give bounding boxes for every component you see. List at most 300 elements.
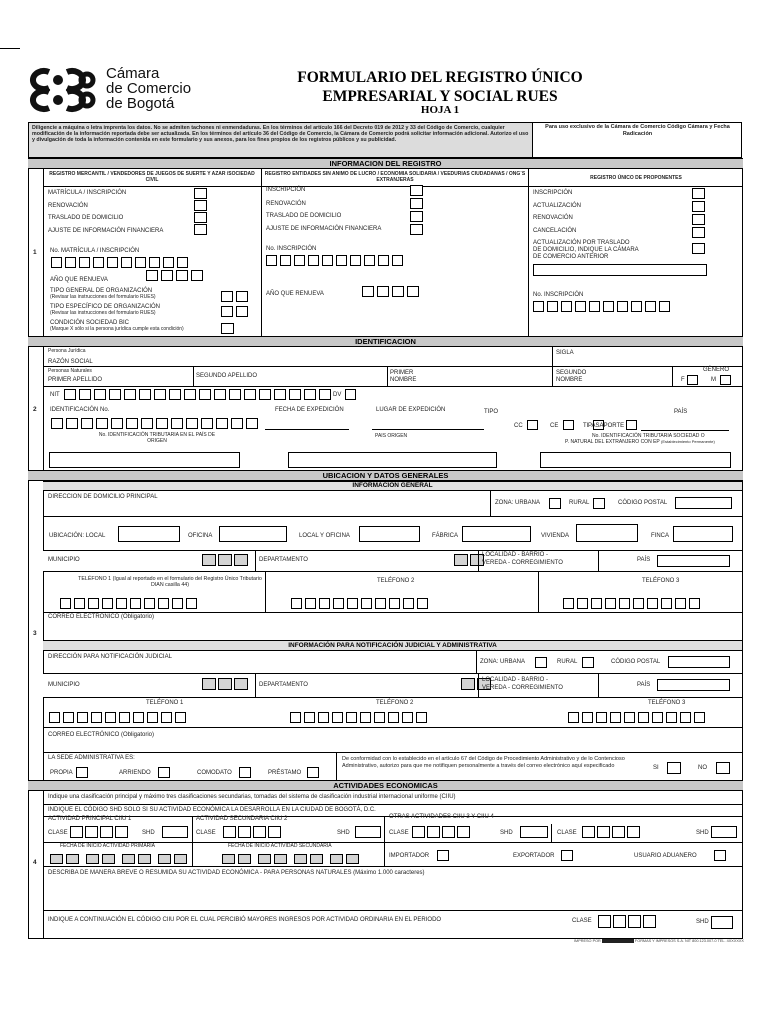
digit-box[interactable] [427,826,440,838]
no-trib-origen-field[interactable] [49,452,240,468]
digit-box[interactable] [589,301,600,312]
digit-box[interactable] [149,257,160,268]
telefono3-label: TELÉFONO 3 [642,578,680,584]
digit-box[interactable] [322,255,333,266]
digit-box[interactable] [244,389,256,400]
no-trib-sociedad-label-3: (Establecimiento Permanente) [661,439,715,444]
describa-actividad-field[interactable] [44,878,741,910]
zona-urbana-checkbox[interactable] [549,498,561,509]
digit-box[interactable] [350,255,361,266]
digit-box[interactable] [442,826,455,838]
pais-expedicion-line[interactable] [641,430,729,431]
principal-shd-box[interactable] [162,826,188,838]
digit-box[interactable] [333,598,344,609]
digit-box[interactable] [689,598,700,609]
digit-box[interactable] [65,257,76,268]
digit-box[interactable] [362,286,374,297]
digit-box[interactable] [139,389,151,400]
digit-box[interactable] [218,678,232,690]
digit-box[interactable] [221,291,233,302]
digit-box[interactable] [234,678,248,690]
digit-box[interactable] [346,854,359,864]
registro-col-divider-2 [528,169,529,337]
digit-box[interactable] [172,598,183,609]
digit-box[interactable] [582,712,593,723]
codigo-postal-label: CÓDIGO POSTAL [618,500,668,506]
digit-box[interactable] [238,854,251,864]
digit-box[interactable] [304,712,315,723]
codigo-postal-field[interactable] [675,497,732,509]
shd-instruccion: INDIQUE EL CÓDIGO SHD SOLO SI SU ACTIVIDAD ECONÓMICA LA DESARROLLA EN LA CIUDAD DE BOGOTÁ, D.C. [48,807,376,813]
digit-box[interactable] [63,712,74,723]
digit-box[interactable] [107,257,118,268]
notif-zona-urbana-checkbox[interactable] [535,657,547,668]
digit-box[interactable] [64,389,76,400]
digit-box[interactable] [628,915,641,928]
sigla-divider [552,347,553,366]
digit-box[interactable] [146,270,158,281]
digit-box[interactable] [161,270,173,281]
rup-camara-anterior-field[interactable] [533,264,707,276]
digit-box[interactable] [202,554,216,566]
digit-box[interactable] [633,598,644,609]
rup-renovacion-checkbox[interactable] [692,214,705,225]
rup-traslado-checkbox[interactable] [692,243,705,254]
matricula-checkbox[interactable] [194,188,207,199]
registro-mercantil-heading: REGISTRO MERCANTIL / VENDEDORES DE JUEGOS DE SUERTE Y AZAR /SOCIEDAD CIVIL [49,171,255,183]
sede-arriendo-label: ARRIENDO [119,770,151,776]
digit-box[interactable] [96,418,108,429]
vivienda-label: VIVIENDA [541,533,570,539]
digit-box[interactable] [177,257,188,268]
usuario-aduanero-label: USUARIO ADUANERO [634,853,697,859]
digit-box[interactable] [402,712,413,723]
digit-box[interactable] [229,389,241,400]
principal-clase-label: CLASE [48,830,68,836]
genero-f-label: F [681,377,685,383]
digit-box[interactable] [268,826,281,838]
digit-box[interactable] [85,826,98,838]
digit-box[interactable] [346,712,357,723]
actividades-rule-5 [43,910,742,911]
digit-box[interactable] [675,598,686,609]
digit-box[interactable] [417,598,428,609]
digit-box[interactable] [135,257,146,268]
fecha-expedicion-line[interactable] [265,429,349,430]
digit-box[interactable] [274,854,287,864]
digit-box[interactable] [191,270,203,281]
pasaporte-checkbox[interactable] [626,420,637,430]
cc-checkbox[interactable] [527,420,538,430]
localidad-divider [598,550,599,572]
digit-box[interactable] [305,598,316,609]
digit-box[interactable] [184,389,196,400]
ajuste-checkbox[interactable] [194,224,207,235]
sede-comodato-checkbox[interactable] [239,767,251,778]
rup-inscripcion-checkbox[interactable] [692,188,705,199]
notif-codigo-postal-label: CÓDIGO POSTAL [611,659,661,665]
form-right-border [742,158,743,938]
mayores-ingresos-shd-label: SHD [696,919,709,925]
digit-box[interactable] [102,854,115,864]
ce-checkbox[interactable] [563,420,574,430]
actividades-rule-1 [43,804,742,805]
digit-box[interactable] [154,389,166,400]
pais-field[interactable] [657,555,730,567]
digit-box[interactable] [290,712,301,723]
digit-box[interactable] [575,301,586,312]
autorizacion-si-label: SI [653,765,659,771]
digit-box[interactable] [304,389,316,400]
digit-box[interactable] [378,255,389,266]
digit-box[interactable] [81,418,93,429]
digit-box[interactable] [403,598,414,609]
digit-box[interactable] [377,286,389,297]
tipo-general-label: TIPO GENERAL DE ORGANIZACIÓN [50,288,153,294]
departamento-label: DEPARTAMENTO [259,557,308,563]
digit-box[interactable] [645,301,656,312]
no-trib-sociedad-label: No. IDENTIFICACIÓN TRIBUTARIA SOCIEDAD O [592,433,705,439]
digit-box[interactable] [66,418,78,429]
digit-box[interactable] [598,915,611,928]
digit-box[interactable] [253,826,266,838]
digit-box[interactable] [169,389,181,400]
digit-box[interactable] [617,301,628,312]
digit-box[interactable] [122,854,135,864]
digit-box[interactable] [214,389,226,400]
zona-rural-checkbox[interactable] [593,498,605,509]
municipio-divider [255,550,256,572]
autorizacion-si-checkbox[interactable] [667,762,681,774]
digit-box[interactable] [49,712,60,723]
digit-box[interactable] [231,418,243,429]
section-number-4: 4 [33,859,37,866]
digit-box[interactable] [392,255,403,266]
notice-divider [532,122,533,158]
notif-pais-field[interactable] [657,679,730,691]
digit-box[interactable] [144,598,155,609]
digit-box[interactable] [109,389,121,400]
digit-box[interactable] [51,257,62,268]
ciiu4-shd-label: SHD [696,830,709,836]
digit-box[interactable] [116,598,127,609]
digit-box[interactable] [66,854,79,864]
digit-box[interactable] [407,286,419,297]
digit-box[interactable] [147,712,158,723]
digit-box[interactable] [79,389,91,400]
digit-box[interactable] [130,598,141,609]
sede-divider [336,752,337,780]
fabrica-field[interactable] [462,526,531,542]
digit-box[interactable] [318,712,329,723]
digit-box[interactable] [643,915,656,928]
digit-box[interactable] [100,826,113,838]
notif-zona-rural-label: RURAL [557,659,578,665]
digit-box[interactable] [694,712,705,723]
digit-box[interactable] [605,598,616,609]
identificacion-section-bar: IDENTIFICACION [28,336,743,347]
digit-box[interactable] [294,854,307,864]
digit-box[interactable] [70,826,83,838]
digit-box[interactable] [105,712,116,723]
logo-wordmark [106,66,191,111]
digit-box[interactable] [175,712,186,723]
digit-box[interactable] [238,826,251,838]
digit-box[interactable] [416,712,427,723]
digit-box[interactable] [388,712,399,723]
digit-box[interactable] [627,826,640,838]
localidad-label-2: VEREDA - CORREGIMIENTO [482,560,563,566]
digit-box[interactable] [222,854,235,864]
identificacion-no-label: IDENTIFICACIÓN No. [50,407,110,413]
local-oficina-label: LOCAL Y OFICINA [299,533,350,539]
ajuste-label: AJUSTE DE INFORMACIÓN FINANCIERA [48,228,164,234]
digit-box[interactable] [310,854,323,864]
digit-box[interactable] [176,270,188,281]
digit-box[interactable] [221,306,233,317]
digit-box[interactable] [347,598,358,609]
autorizacion-no-checkbox[interactable] [716,762,730,774]
digit-box[interactable] [93,257,104,268]
sede-arriendo-checkbox[interactable] [158,767,170,778]
sede-propia-checkbox[interactable] [76,767,88,778]
digit-box[interactable] [74,598,85,609]
telefono-divider-2 [538,572,539,612]
digit-box[interactable] [561,301,572,312]
digit-box[interactable] [631,301,642,312]
digit-box[interactable] [568,712,579,723]
digit-box[interactable] [454,554,468,566]
digit-box[interactable] [246,418,258,429]
digit-box[interactable] [156,418,168,429]
exportador-checkbox[interactable] [561,850,573,861]
no-trib-sociedad-field[interactable] [540,452,731,468]
esal-inscripcion-checkbox[interactable] [410,185,423,196]
ubicacion-local-field[interactable] [118,526,180,542]
digit-box[interactable] [652,712,663,723]
digit-box[interactable] [174,854,187,864]
zona-urbana-label: ZONA: URBANA [495,500,541,506]
esal-inscripcion-label: INSCRIPCIÓN [266,187,306,193]
digit-box[interactable] [289,389,301,400]
fecha-primaria-label: FECHA DE INICIO ACTIVIDAD PRIMARIA [60,843,156,849]
digit-box[interactable] [563,598,574,609]
digit-box[interactable] [294,255,305,266]
cc-label: CC [514,423,523,429]
segundo-apellido-label: SEGUNDO APELLIDO [196,373,258,379]
importador-checkbox[interactable] [437,850,449,861]
digit-box[interactable] [597,826,610,838]
digit-box[interactable] [613,915,626,928]
digit-box[interactable] [102,598,113,609]
digit-box[interactable] [199,389,211,400]
notif-pais-label: PAÍS [637,682,651,688]
digit-box[interactable] [308,255,319,266]
rup-actualizacion-checkbox[interactable] [692,201,705,212]
sede-prestamo-checkbox[interactable] [307,767,319,778]
correo-label: CORREO ELECTRÓNICO (Obligatorio) [48,614,155,620]
digit-box[interactable] [258,854,271,864]
notif-zona-rural-checkbox[interactable] [582,657,594,668]
footer-impreso-por: IMPRESO POR [574,939,601,943]
digit-box[interactable] [392,286,404,297]
digit-box[interactable] [596,712,607,723]
genero-m-checkbox[interactable] [720,375,731,385]
digit-box[interactable] [141,418,153,429]
digit-box[interactable] [91,712,102,723]
secundaria-clase-label: CLASE [196,830,216,836]
oficina-label: OFICINA [188,533,213,539]
rup-cancelacion-checkbox[interactable] [692,227,705,238]
digit-box[interactable] [330,854,343,864]
form-number-column-border [43,158,44,938]
digit-box[interactable] [638,712,649,723]
mayores-ingresos-shd-box[interactable] [711,916,733,929]
digit-box[interactable] [126,418,138,429]
digit-box[interactable] [86,854,99,864]
digit-box[interactable] [582,826,595,838]
digit-box[interactable] [666,712,677,723]
digit-box[interactable] [111,418,123,429]
digit-box[interactable] [274,389,286,400]
digit-box[interactable] [121,257,132,268]
digit-box[interactable] [361,598,372,609]
genero-f-checkbox[interactable] [687,375,698,385]
digit-box[interactable] [158,854,171,864]
digit-box[interactable] [158,598,169,609]
notif-municipio-divider [255,673,256,698]
digit-box[interactable] [60,598,71,609]
digit-box[interactable] [360,712,371,723]
oficina-field[interactable] [219,526,287,542]
digit-box[interactable] [619,598,630,609]
notif-codigo-postal-field[interactable] [668,656,730,668]
bic-checkbox[interactable] [221,323,234,334]
digit-box[interactable] [375,598,386,609]
digit-box[interactable] [223,826,236,838]
digit-box[interactable] [94,389,106,400]
digit-box[interactable] [547,301,558,312]
digit-box[interactable] [88,598,99,609]
renovacion-checkbox[interactable] [194,200,207,211]
dv-box[interactable] [345,389,356,400]
digit-box[interactable] [163,257,174,268]
digit-box[interactable] [186,418,198,429]
digit-box[interactable] [51,418,63,429]
finca-label: FINCA [651,533,669,539]
pais-label: PAÍS [637,557,651,563]
digit-box[interactable] [659,301,670,312]
digit-box[interactable] [201,418,213,429]
ciiu4-shd-box[interactable] [711,826,737,838]
actividades-instruccion: Indique una clasificación principal y máximo tres clasificaciones secundarias, tomadas del sistema de clasificación industrial internacional uniforme (CIIU) [48,794,456,800]
digit-box[interactable] [202,678,216,690]
digit-box[interactable] [50,854,63,864]
digit-box[interactable] [332,712,343,723]
local-oficina-field[interactable] [359,526,420,542]
notif-telefono-rule [43,727,742,728]
digit-box[interactable] [124,389,136,400]
digit-box[interactable] [236,306,248,317]
digit-box[interactable] [259,389,271,400]
hoja-label: HOJA 1 [420,104,460,116]
finca-field[interactable] [673,526,733,542]
dir-notificacion-label: DIRECCIÓN PARA NOTIFICACIÓN JUDICIAL [48,654,172,660]
lugar-expedicion-line[interactable] [372,429,484,430]
digit-box[interactable] [603,301,614,312]
logo-mark-icon [27,66,103,114]
title-line-1: FORMULARIO DEL REGISTRO ÚNICO [297,69,583,86]
secundaria-shd-box[interactable] [355,826,381,838]
digit-box[interactable] [461,678,475,690]
digit-box[interactable] [138,854,151,864]
digit-box[interactable] [610,712,621,723]
digit-box[interactable] [389,598,400,609]
digit-box[interactable] [319,389,331,400]
vivienda-field[interactable] [576,524,638,542]
digit-box[interactable] [661,598,672,609]
digit-box[interactable] [234,554,248,566]
personas-naturales-label: Personas Naturales [48,368,92,374]
digit-box[interactable] [457,826,470,838]
digit-box[interactable] [119,712,130,723]
usuario-aduanero-checkbox[interactable] [714,850,726,861]
digit-box[interactable] [280,255,291,266]
actividades-divider-4 [384,842,385,866]
logo-line-1: Cámara [106,65,160,82]
esal-renovacion-checkbox[interactable] [410,198,423,209]
digit-box[interactable] [77,712,88,723]
traslado-checkbox[interactable] [194,212,207,223]
sede-propia-label: PROPIA [50,770,73,776]
digit-box[interactable] [336,255,347,266]
digit-box[interactable] [319,598,330,609]
digit-box[interactable] [216,418,228,429]
digit-box[interactable] [236,291,248,302]
digit-box[interactable] [591,598,602,609]
digit-box[interactable] [412,826,425,838]
rup-inscripcion-label: INSCRIPCIÓN [533,190,573,196]
digit-box[interactable] [612,826,625,838]
digit-box[interactable] [533,301,544,312]
digit-box[interactable] [161,712,172,723]
esal-traslado-checkbox[interactable] [410,211,423,222]
digit-box[interactable] [186,598,197,609]
ciiu3-shd-box[interactable] [520,826,548,838]
page-edge-rule [0,48,20,49]
digit-box[interactable] [647,598,658,609]
digit-box[interactable] [624,712,635,723]
digit-box[interactable] [364,255,375,266]
digit-box[interactable] [266,255,277,266]
digit-box[interactable] [291,598,302,609]
esal-ajuste-checkbox[interactable] [410,224,423,235]
digit-box[interactable] [115,826,128,838]
digit-box[interactable] [171,418,183,429]
digit-box[interactable] [218,554,232,566]
pais-origen-field[interactable] [288,452,497,468]
tipo-general-note: (Revisar las instrucciones del formulario RUES) [50,294,156,300]
digit-box[interactable] [577,598,588,609]
nit-label: NIT [50,392,60,398]
digit-box[interactable] [79,257,90,268]
digit-box[interactable] [374,712,385,723]
secundaria-shd-label: SHD [337,830,350,836]
digit-box[interactable] [680,712,691,723]
actividades-rule-4 [43,866,742,867]
digit-box[interactable] [133,712,144,723]
fecha-expedicion-label: FECHA DE EXPEDICIÓN [275,407,344,413]
